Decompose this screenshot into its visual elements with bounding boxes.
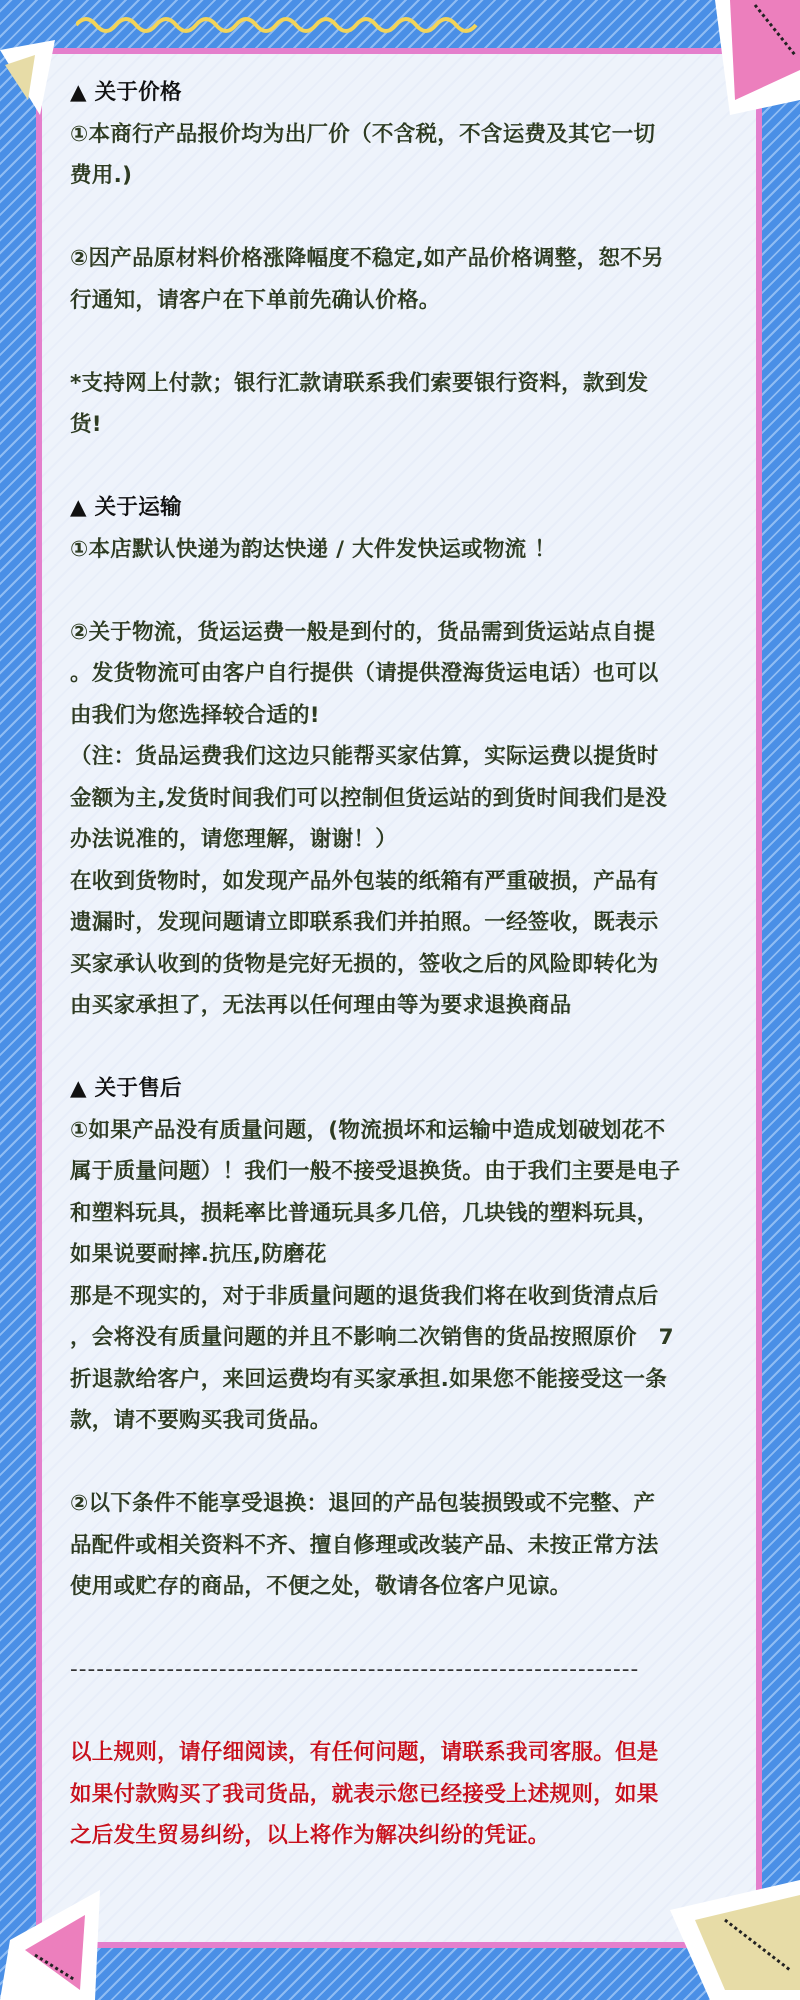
text-line: 如果说要耐摔.抗压,防磨花 — [70, 1242, 327, 1267]
triangle-decoration-top-left — [0, 30, 60, 120]
text-line: 那是不现实的，对于非质量问题的退货我们将在收到货清点后 — [70, 1283, 659, 1309]
section-heading: ▲ 关于售后 — [70, 1076, 182, 1101]
text-line: 在收到货物时，如发现产品外包装的纸箱有严重破损，产品有 — [70, 868, 659, 894]
section-heading: ▲ 关于运输 — [70, 495, 182, 520]
text-line — [70, 570, 750, 612]
text-line: ②以下条件不能享受退换：退回的产品包装损毁或不完整、产 — [70, 1491, 656, 1516]
text-line: *支持网上付款；银行汇款请联系我们索要银行资料，款到发 — [70, 370, 649, 396]
text-line: 由买家承担了，无法再以任何理由等为要求退换商品 — [70, 993, 572, 1018]
text-line: 品配件或相关资料不齐、擅自修理或改装产品、未按正常方法 — [70, 1532, 659, 1558]
text-line: ，会将没有质量问题的并且不影响二次销售的货品按照原价 7 — [70, 1325, 674, 1350]
text-line: ①本商行产品报价均为出厂价（不含税，不含运费及其它一切 — [70, 121, 656, 147]
text-line: 货! — [70, 412, 102, 437]
text-line: 由我们为您选择较合适的! — [70, 702, 320, 728]
text-line: 款，请不要购买我司货品。 — [70, 1408, 332, 1433]
section-heading: ▲ 关于价格 — [70, 80, 182, 105]
text-line: 属于质量问题）！我们一般不接受退换货。由于我们主要是电子 — [70, 1159, 681, 1184]
text-line: 行通知，请客户在下单前先确认价格。 — [70, 287, 441, 313]
triangle-decoration-bottom-right — [670, 1880, 800, 2000]
notice-line: 如果付款购买了我司货品，就表示您已经接受上述规则，如果 — [70, 1781, 659, 1807]
text-line: 。发货物流可由客户自行提供（请提供澄海货运电话）也可以 — [70, 661, 659, 686]
text-line: 折退款给客户，来回运费均有买家承担.如果您不能接受这一条 — [70, 1366, 668, 1392]
text-line — [70, 197, 750, 239]
text-line: 买家承认收到的货物是完好无损的，签收之后的风险即转化为 — [70, 951, 659, 977]
notice-line: 之后发生贸易纠纷，以上将作为解决纠纷的凭证。 — [70, 1823, 550, 1848]
text-line — [70, 1442, 750, 1484]
policy-text — [70, 72, 750, 1857]
text-line: ②因产品原材料价格涨降幅度不稳定,如产品价格调整，恕不另 — [70, 246, 664, 271]
text-line: 办法说准的，请您理解，谢谢！） — [70, 827, 398, 852]
text-line: 遗漏时，发现问题请立即联系我们并拍照。一经签收，既表示 — [70, 910, 659, 935]
wave-decoration — [76, 14, 481, 36]
blank-line — [70, 1691, 750, 1733]
text-line: 费用.) — [70, 163, 133, 188]
text-line — [70, 1608, 750, 1650]
text-line: ②关于物流，货运运费一般是到付的，货品需到货运站点自提 — [70, 619, 656, 645]
text-line — [70, 1027, 750, 1069]
text-line: （注：货品运费我们这边只能帮买家估算，实际运费以提货时 — [70, 744, 659, 769]
text-line: 金额为主,发货时间我们可以控制但货运站的到货时间我们是没 — [70, 785, 668, 811]
divider: ----------------------------------------------------------------- — [70, 1657, 640, 1682]
text-line: 使用或贮存的商品，不便之处，敬请各位客户见谅。 — [70, 1574, 572, 1599]
triangle-decoration-bottom-left — [0, 1880, 110, 2000]
text-line — [70, 321, 750, 363]
notice-line: 以上规则，请仔细阅读，有任何问题，请联系我司客服。但是 — [70, 1740, 659, 1765]
text-line: ①如果产品没有质量问题，(物流损坏和运输中造成划破划花不 — [70, 1117, 666, 1143]
text-line: ①本店默认快递为韵达快递 / 大件发快运或物流 ！ — [70, 536, 557, 562]
text-line — [70, 446, 750, 488]
text-line: 和塑料玩具，损耗率比普通玩具多几倍，几块钱的塑料玩具， — [70, 1200, 659, 1226]
